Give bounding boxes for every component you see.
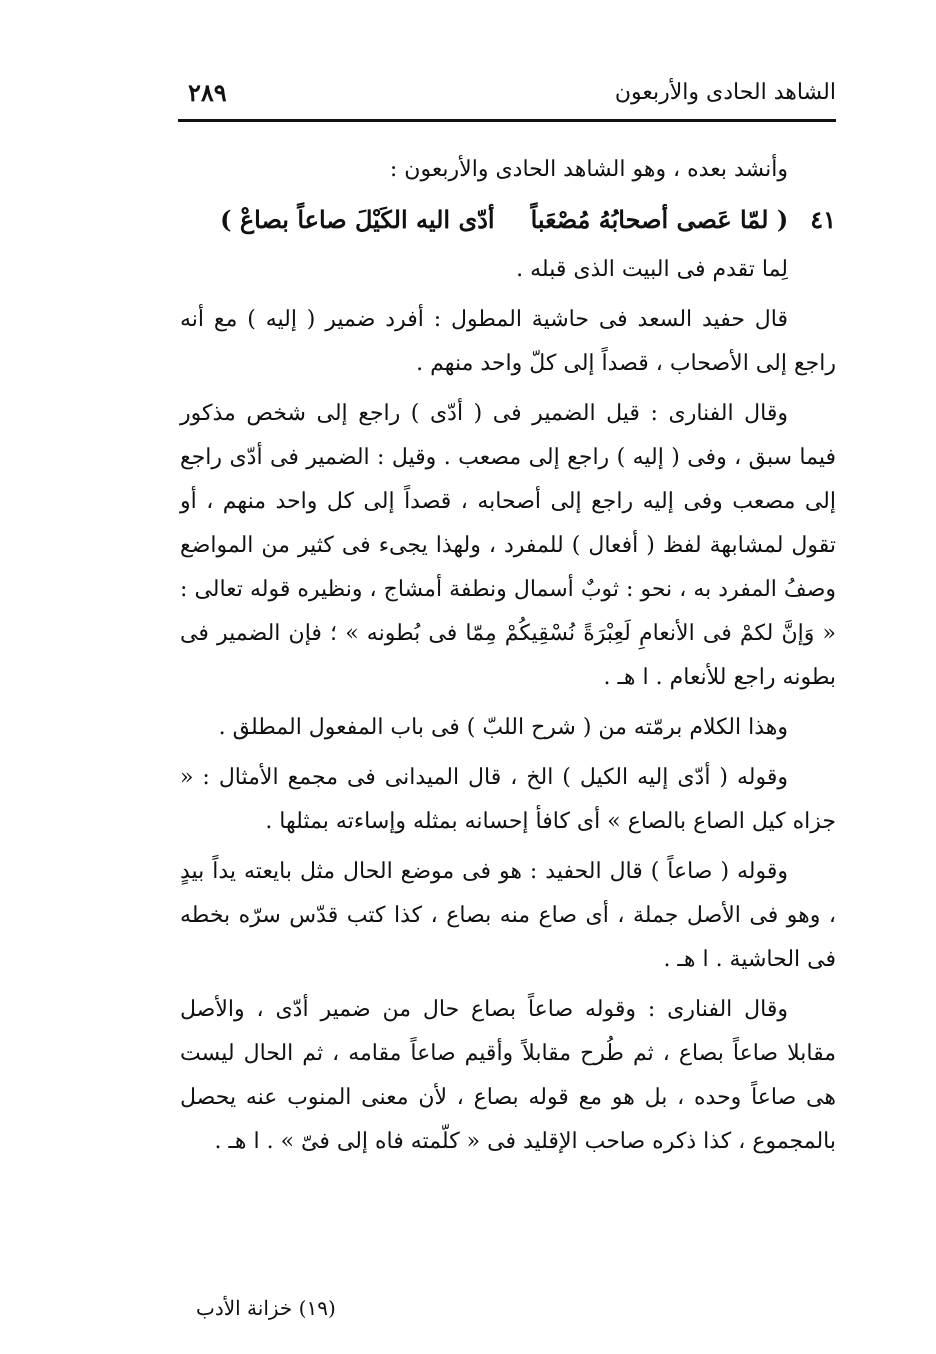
verse-number: ٤١ <box>810 205 836 234</box>
header-rule <box>178 119 836 122</box>
paragraph: وقوله ( صاعاً ) قال الحفيد : هو فى موضع الحال مثل بايعته يداً بيدٍ ، وهو فى الأصل جملة ، أى صاع منه بصاع ، كذا كتب قدّس سرّه بخطه فى الحاشية . ا هـ . <box>180 859 836 972</box>
verse-hemistich-second: أدّى اليه الكَيْلَ صاعاً بصاعْ ) <box>220 205 495 234</box>
footer-signature: (١٩) خزانة الأدب <box>196 1296 336 1320</box>
paragraph: لِما تقدم فى البيت الذى قبله . <box>516 257 788 282</box>
paragraph: قال حفيد السعد فى حاشية المطول : أفرد ضمير ( إليه ) مع أنه راجع إلى الأصحاب ، قصداً إلى كلّ واحد منهم . <box>180 307 836 376</box>
paragraph: وقال الفنارى : قيل الضمير فى ( أدّى ) راجع إلى شخص مذكور فيما سبق ، وفى ( إليه ) راجع إلى مصعب . وقيل : الضمير فى أدّى راجع إلى مصعب وفى إليه راجع إلى أصحابه ، قصداً إلى كل واحد منهم ، أو تقول لمشابهة لفظ ( أفعال ) للمفرد ، ولهذا يجىء فى كثير من المواضع وصفُ المفرد به ، نحو : ثوبٌ أسمال ونطفة أمشاج ، ونظيره قوله تعالى : « وَإنَّ لكمْ فى الأنعامِ لَعِبْرَةً نُسْقِيكُمْ مِمّا فى بُطونه » ؛ فإن الضمير فى بطونه راجع للأنعام . ا هـ . <box>180 401 836 690</box>
paragraph: وقوله ( أدّى إليه الكيل ) الخ ، قال الميدانى فى مجمع الأمثال : « جزاه كيل الصاع بالصاع » أى كافأ إحسانه بمثله وإساءته بمثلها . <box>180 765 836 834</box>
intro-line: وأنشد بعده ، وهو الشاهد الحادى والأربعون : <box>389 157 788 182</box>
verse-line <box>180 198 836 242</box>
page-body <box>180 148 836 1170</box>
verse-hemistich-first: ( لمّا عَصى أصحابُهُ مُصْعَباً <box>530 205 789 234</box>
paragraph: وهذا الكلام برمّته من ( شرح اللبّ ) فى باب المفعول المطلق . <box>218 715 788 740</box>
running-title: الشاهد الحادى والأربعون <box>614 80 836 105</box>
paragraph: وقال الفنارى : وقوله صاعاً بصاع حال من ضمير أدّى ، والأصل مقابلا صاعاً بصاع ، ثم طُرح مقابلاً وأقيم صاعاً مقامه ، ثم الحال ليست هى صاعاً وحده ، بل هو مع قوله بصاع ، لأن معنى المنوب عنه يحصل بالمجموع ، كذا ذكره صاحب الإقليد فى « كلّمته فاه إلى فىّ » . ا هـ . <box>180 997 836 1154</box>
page-number: ٢٨٩ <box>188 78 227 107</box>
page-header <box>178 76 836 116</box>
